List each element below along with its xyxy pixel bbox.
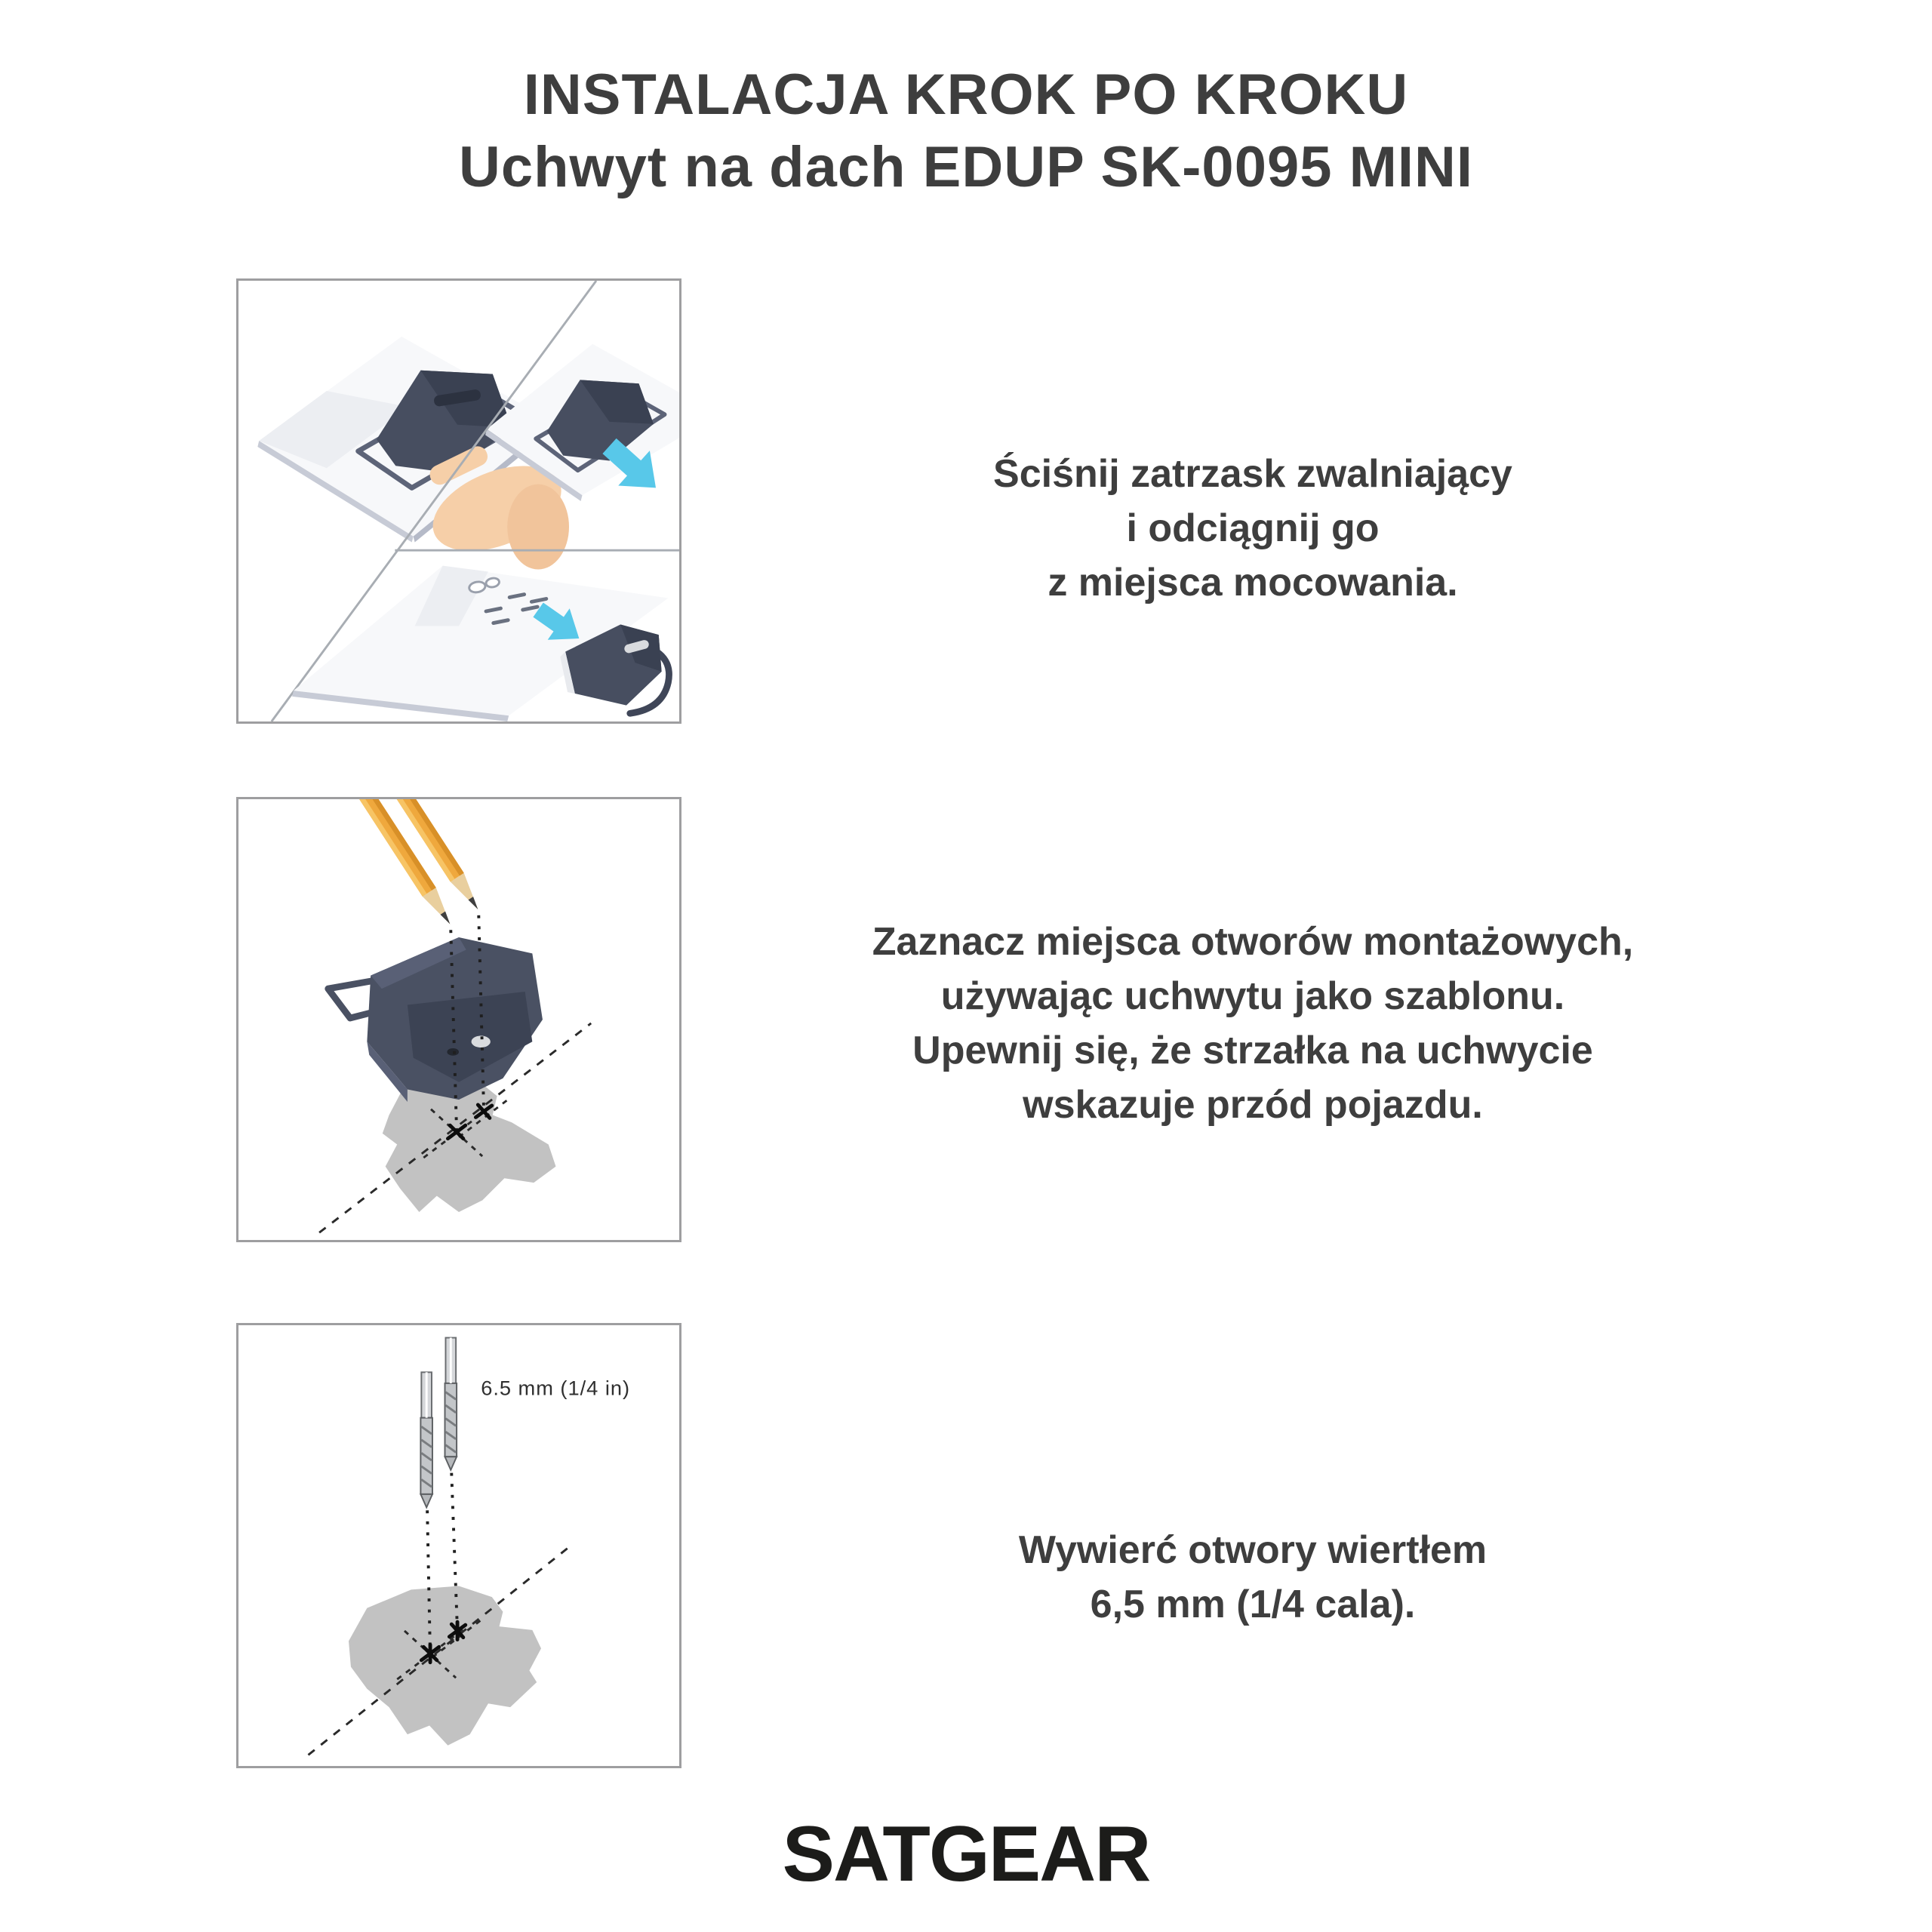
panel-mount-removed bbox=[292, 566, 669, 721]
step1-text bbox=[724, 447, 1781, 610]
step3-line1: Wywierć otwory wiertłem bbox=[1018, 1528, 1487, 1572]
drill-bit-icon bbox=[445, 1338, 457, 1470]
step1-line3: z miejsca mocowania. bbox=[1048, 561, 1458, 605]
step1-line2: i odciągnij go bbox=[1126, 506, 1380, 550]
step2-line2: używając uchwytu jako szablonu. bbox=[940, 974, 1565, 1018]
mount-bracket bbox=[328, 937, 543, 1102]
roof-shadow-blob bbox=[349, 1586, 541, 1746]
pencil-icon bbox=[305, 799, 457, 928]
drill-size-label: 6.5 mm (1/4 in) bbox=[481, 1376, 631, 1400]
step1-latch-diagram bbox=[238, 281, 679, 721]
step2-text bbox=[724, 915, 1781, 1132]
step2-line3: Upewnij się, że strzałka na uchwycie bbox=[912, 1029, 1593, 1072]
step3-line2: 6,5 mm (1/4 cala). bbox=[1090, 1583, 1416, 1626]
brand-logo: SATGEAR bbox=[782, 1810, 1150, 1898]
step3-text bbox=[724, 1523, 1781, 1632]
step1-illustration bbox=[236, 278, 681, 724]
step2-illustration bbox=[236, 797, 681, 1242]
page-title-line2: Uchwyt na dach EDUP SK-0095 MINI bbox=[458, 135, 1474, 199]
step3-illustration bbox=[236, 1323, 681, 1768]
page-title bbox=[0, 59, 1932, 204]
step1-line1: Ściśnij zatrzask zwalniający bbox=[993, 452, 1512, 496]
drill-bit-icon bbox=[420, 1372, 432, 1507]
roof-shadow-blob bbox=[383, 1077, 556, 1212]
step2-line4: wskazuje przód pojazdu. bbox=[1023, 1083, 1483, 1127]
page-title-line1: INSTALACJA KROK PO KROKU bbox=[523, 63, 1409, 127]
step3-drilling-diagram bbox=[238, 1325, 679, 1766]
step2-line1: Zaznacz miejsca otworów montażowych, bbox=[872, 920, 1634, 964]
step2-marking-diagram bbox=[238, 799, 679, 1240]
